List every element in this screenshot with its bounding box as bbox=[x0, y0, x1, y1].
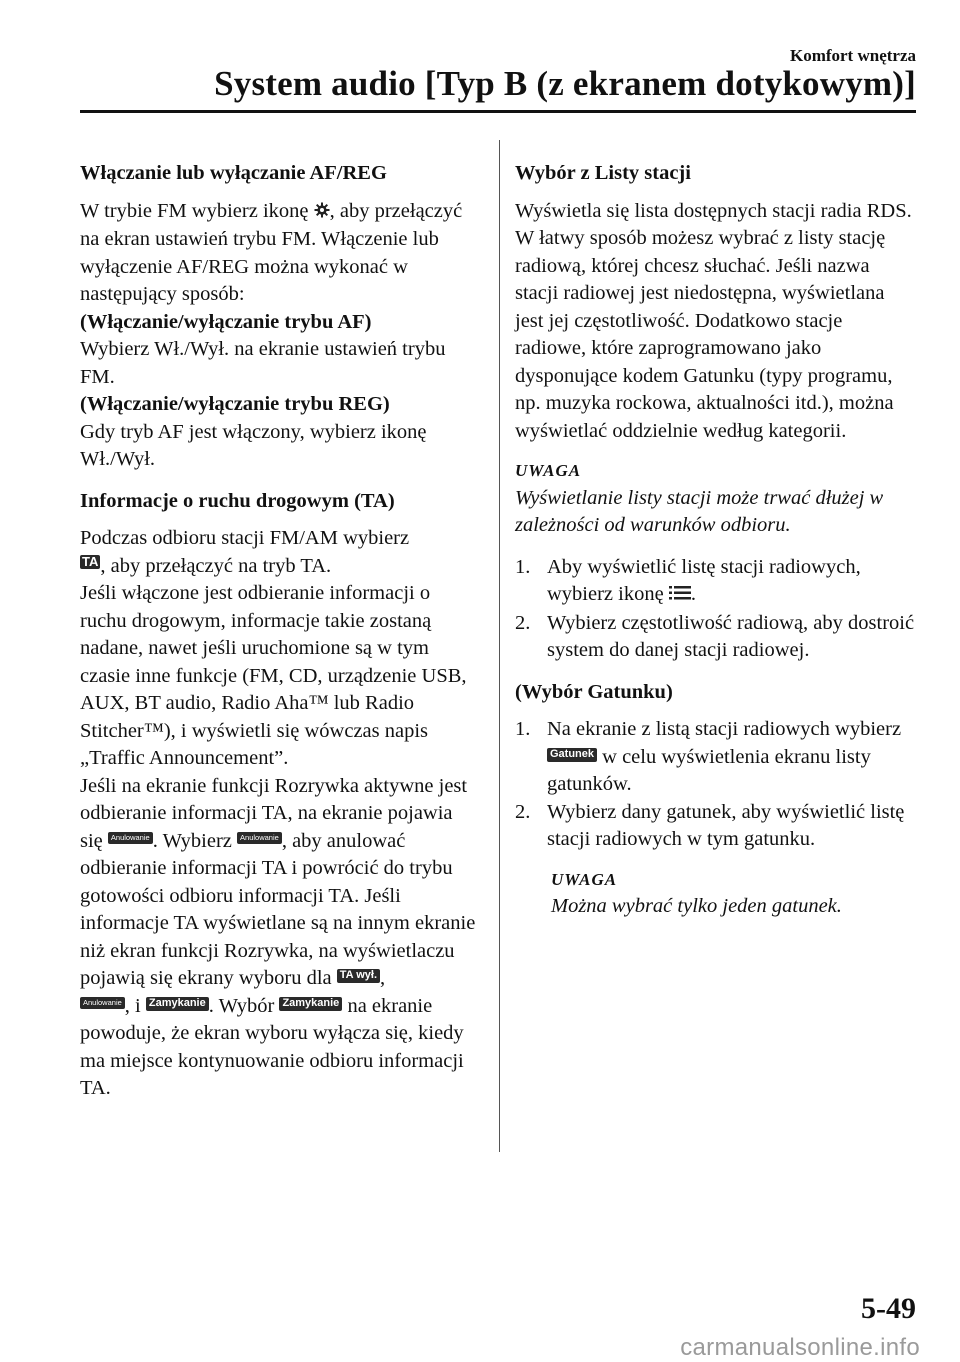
header-rule bbox=[80, 110, 916, 113]
step-text bbox=[547, 554, 915, 610]
section-label: Komfort wnętrza bbox=[789, 46, 916, 65]
ta-heading: Informacje o ruchu drogowym (TA) bbox=[80, 489, 395, 512]
step-text: Wybierz częstotliwość radiową, aby dostroić system do danej stacji radiowej. bbox=[547, 611, 915, 661]
ta-paragraph-1 bbox=[80, 525, 480, 580]
step-number: 2. bbox=[515, 800, 531, 823]
af-mode-text: Wybierz Wł./Wył. na ekranie ustawień trybu FM. bbox=[80, 338, 446, 388]
step-text-a: Aby wyświetlić listę stacji radiowych, wybierz ikonę bbox=[547, 555, 861, 605]
ta-text-3f: . Wybór bbox=[208, 994, 280, 1017]
note-text-2: Można wybrać tylko jeden gatunek. bbox=[551, 895, 842, 917]
reg-mode-heading: (Włączanie/wyłączanie trybu REG) bbox=[80, 393, 390, 415]
station-list-heading: Wybór z Listy stacji bbox=[515, 162, 691, 184]
ta-paragraph-3 bbox=[80, 773, 480, 1103]
step-text bbox=[547, 716, 915, 799]
genre-icon: Gatunek bbox=[547, 748, 597, 762]
step-text-b: . bbox=[690, 583, 696, 605]
list-item bbox=[515, 554, 915, 610]
page-title: System audio [Typ B (z ekranem dotykowym)] bbox=[214, 64, 916, 103]
ta-off-icon: TA wył. bbox=[337, 969, 380, 983]
column-divider bbox=[499, 140, 500, 1152]
watermark: carmanualsonline.info bbox=[680, 1334, 920, 1361]
page-number: 5-49 bbox=[861, 1292, 916, 1325]
step-text-a: Na ekranie z listą stacji radiowych wybierz bbox=[547, 718, 902, 740]
list-item bbox=[515, 610, 915, 665]
ta-text-1: Podczas odbioru stacji FM/AM wybierz bbox=[80, 527, 410, 549]
af-text-2: , aby przełączyć na ekran ustawień trybu FM. Włączenie lub wyłączenie AF/REG można wykonać w następujący sposób: bbox=[80, 199, 463, 305]
ta-text-3b: . Wybierz bbox=[152, 829, 238, 852]
ta-text-3c: , aby anulować odbieranie informacji TA i powrócić do trybu gotowości odbioru informacji TA. Jeśli informacje TA wyświetlane są na innym ekranie niż ekran funkcji Rozrywka, na wyświetlaczu pojawią się ekrany wyboru dla bbox=[80, 829, 476, 989]
step-text: Wybierz dany gatunek, aby wyświetlić listę stacji radiowych w tym gatunku. bbox=[547, 800, 905, 850]
genre-heading: (Wybór Gatunku) bbox=[515, 680, 673, 703]
close-icon: Zamykanie bbox=[146, 997, 209, 1011]
cancel-icon-3: Anulowanie bbox=[80, 997, 125, 1009]
close-icon-2: Zamykanie bbox=[279, 997, 342, 1011]
ta-paragraph-2: Jeśli włączone jest odbieranie informacji o ruchu drogowym, informacje takie zostaną nadane, nawet jeśli uruchomione są w tym czasie inne funkcje (FM, CD, urządzenie USB, AUX, BT audio, Radio Aha™ lub Radio Stitcher™), i wyświetli się wówczas napis „Traffic Announcement”. bbox=[80, 582, 467, 769]
note-label-2: UWAGA bbox=[551, 869, 618, 889]
list-item bbox=[515, 799, 915, 854]
note-text-1: Wyświetlanie listy stacji może trwać dłużej w zależności od warunków odbioru. bbox=[515, 486, 884, 536]
note-block-2 bbox=[551, 866, 915, 921]
left-column bbox=[80, 160, 480, 1103]
af-reg-paragraph bbox=[80, 198, 480, 309]
ta-text-3d: , bbox=[380, 967, 386, 989]
station-steps bbox=[515, 554, 915, 665]
af-mode-heading: (Włączanie/wyłączanie trybu AF) bbox=[80, 310, 372, 333]
genre-steps bbox=[515, 716, 915, 854]
step-text-b: w celu wyświetlenia ekranu listy gatunków. bbox=[547, 745, 871, 795]
ta-text-3e: , i bbox=[124, 994, 146, 1017]
note-label-1: UWAGA bbox=[515, 461, 582, 480]
af-reg-heading: Włączanie lub wyłączanie AF/REG bbox=[80, 162, 387, 184]
list-icon bbox=[669, 582, 691, 610]
step-number: 1. bbox=[515, 555, 531, 578]
af-text-1: W trybie FM wybierz ikonę bbox=[80, 199, 314, 222]
station-list-paragraph: Wyświetla się lista dostępnych stacji radia RDS. W łatwy sposób możesz wybrać z listy stację radiową, której chcesz słuchać. Jeśli nazwa stacji radiowej jest niedostępna, wyświetlana jest jej częstotliwość. Dodatkowo stacje radiowe, które zaprogramowano jako dysponujące kodem Gatunku (typy programu, np. muzyka rockowa, aktualności itd.), można wyświetlać oddzielnie według kategorii. bbox=[515, 199, 912, 442]
ta-icon: TA bbox=[82, 553, 99, 569]
ta-text-2: , aby przełączyć na tryb TA. bbox=[100, 554, 332, 577]
gear-icon bbox=[314, 199, 330, 227]
right-column bbox=[515, 160, 915, 921]
ta-text-3g: na ekranie powoduje, że ekran wyboru wyłącza się, kiedy ma miejsce kontynuowanie odbioru informacji TA. bbox=[80, 994, 464, 1099]
reg-mode-text: Gdy tryb AF jest włączony, wybierz ikonę Wł./Wył. bbox=[80, 420, 427, 470]
ta-text-3a: Jeśli na ekranie funkcji Rozrywka aktywne jest odbieranie informacji TA, na ekranie pojawia się bbox=[80, 774, 468, 852]
step-number: 1. bbox=[515, 718, 531, 740]
step-number: 2. bbox=[515, 611, 531, 634]
cancel-icon: Anulowanie bbox=[108, 832, 153, 844]
cancel-icon-2: Anulowanie bbox=[237, 832, 282, 844]
list-item bbox=[515, 716, 915, 799]
